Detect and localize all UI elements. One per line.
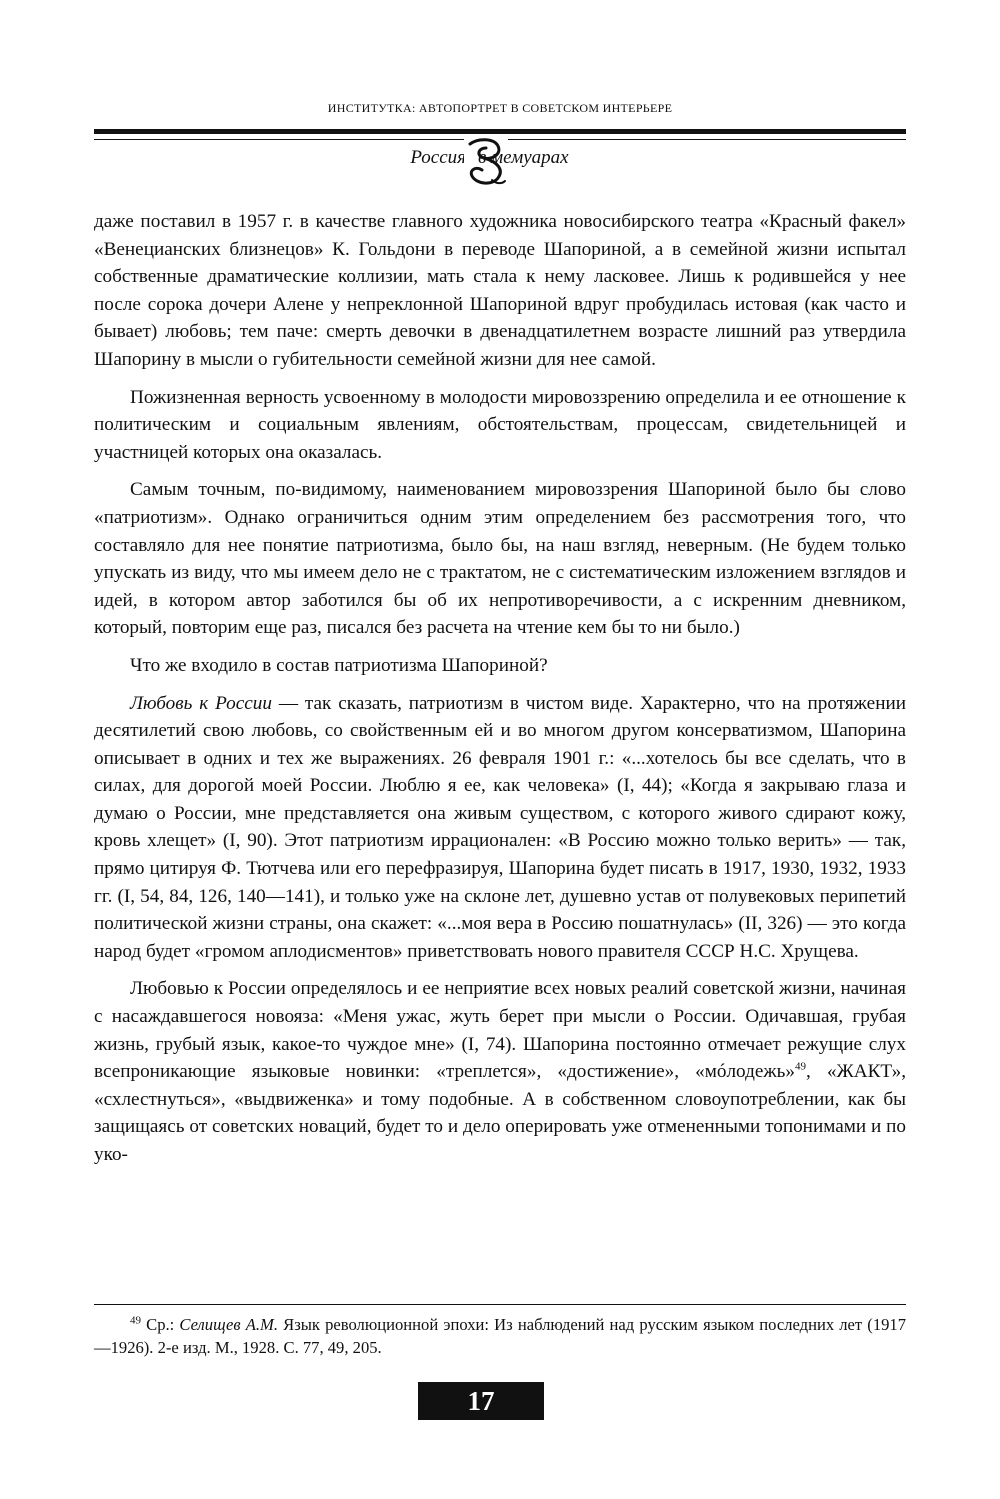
footnote-rule xyxy=(94,1304,906,1305)
footnote-author: Селищев А.М. xyxy=(179,1315,278,1334)
paragraph-6-text-b: , «ЖАКТ», «схлестнуться», «выдвиженка» и тому подобные. А в собственном словоупотреблении, как бы защищаясь от советских новаций, будет то и дело оперировать уже отмененными топонимами и по уко- xyxy=(94,1061,906,1165)
paragraph-2: Пожизненная верность усвоенному в молодости мировоззрению определила и ее отношение к политическим и социальным явлениям, обстоятельствам, процессам, свидетельницей и участницей которых она оказалась. xyxy=(94,386,906,463)
series-title-left: Россия xyxy=(410,147,466,168)
running-head: ИНСТИТУТКА: АВТОПОРТРЕТ В СОВЕТСКОМ ИНТЕРЬЕРЕ xyxy=(327,101,673,115)
series-logo xyxy=(94,144,906,190)
paragraph-5 xyxy=(94,690,906,966)
page-number: 17 xyxy=(418,1382,544,1420)
paragraph-6 xyxy=(94,975,906,1168)
series-title-right: в мемуарах xyxy=(478,147,569,168)
paragraph-3: Самым точным, по-видимому, наименованием мировоззрения Шапориной было бы слово «патриотизм». Однако ограничиться одним этим определением без рассмотрения того, что составляло для нее понятие патриотизма, было бы, на наш взгляд, неверным. (Не будем только упускать из виду, что мы имеем дело не с трактатом, не с систематическим изложением взглядов и идей, в котором автор заботился бы об их непротиворечивости, а с искренним дневником, который, повторим еще раз, писался без расчета на чтение кем бы то ни было.) xyxy=(94,479,906,639)
footnote-prefix: Ср.: xyxy=(141,1315,180,1334)
paragraph-5-text: — так сказать, патриотизм в чистом виде. Характерно, что на протяжении десятилетий свою любовь, со свойственным ей и во многом другом консерватизмом, Шапорина описывает в одних и тех же выражениях. 26 февраля 1901 г.: «...хотелось бы все сделать, что в силах, для дорогой моей России. Люблю я ее, как человека» (I, 44); «Когда я закрываю глаза и думаю о России, мне представляется она живым существом, с которого живого сдирают кожу, кровь хлещет» (I, 90). Этот патриотизм иррационален: «В Россию можно только верить» — так, прямо цитируя Ф. Тютчева или его перефразируя, Шапорина будет писать в 1917, 1930, 1932, 1933 гг. (I, 54, 84, 126, 140—141), и только уже на склоне лет, душевно устав от полувековых перипетий политической жизни страны, она скажет: «...моя вера в Россию пошатнулась» (II, 326) — это когда народ будет «громом аплодисментов» приветствовать нового правителя СССР Н.С. Хрущева. xyxy=(94,692,906,962)
footnote xyxy=(94,1313,906,1359)
footnote-ref-49[interactable]: 49 xyxy=(794,1060,806,1073)
header-rule-thick xyxy=(94,129,906,134)
footnote-text: Язык революционной эпохи: Из наблюдений над русским языком последних лет (1917—1926). 2-е изд. М., 1928. С. 77, 49, 205. xyxy=(94,1315,907,1357)
paragraph-4: Что же входило в состав патриотизма Шапориной? xyxy=(130,654,548,676)
paragraph-1: даже поставил в 1957 г. в качестве главного художника новосибирского театра «Красный факел» «Венецианских близнецов» К. Гольдони в переводе Шапориной, а в семейной жизни испытал собственные драматические коллизии, мать стала к нему ласковее. Лишь к родившейся у нее после сорока дочери Алене у непреклонной Шапориной вдруг пробудилась истовая (как часто и бывает) любовь; тем паче: смерть девочки в двенадцатилетнем возрасте лишний раз утвердила Шапорину в мысли о губительности семейной жизни для нее самой. xyxy=(94,211,906,370)
paragraph-6-text-a: Любовью к России определялось и ее неприятие всех новых реалий советской жизни, начиная с насаждавшегося новояза: «Меня ужас, жуть берет при мысли о России. Одичавшая, грубая жизнь, грубый язык, какое-то чуждое мне» (I, 74). Шапорина постоянно отмечает режущие слух всепроникающие языковые новинки: «треплется», «достижение», «мóлодежь» xyxy=(94,978,906,1083)
main-text xyxy=(94,208,906,1169)
footnote-number: 49 xyxy=(130,1314,141,1327)
paragraph-5-italic-lead: Любовь к России xyxy=(130,692,272,714)
